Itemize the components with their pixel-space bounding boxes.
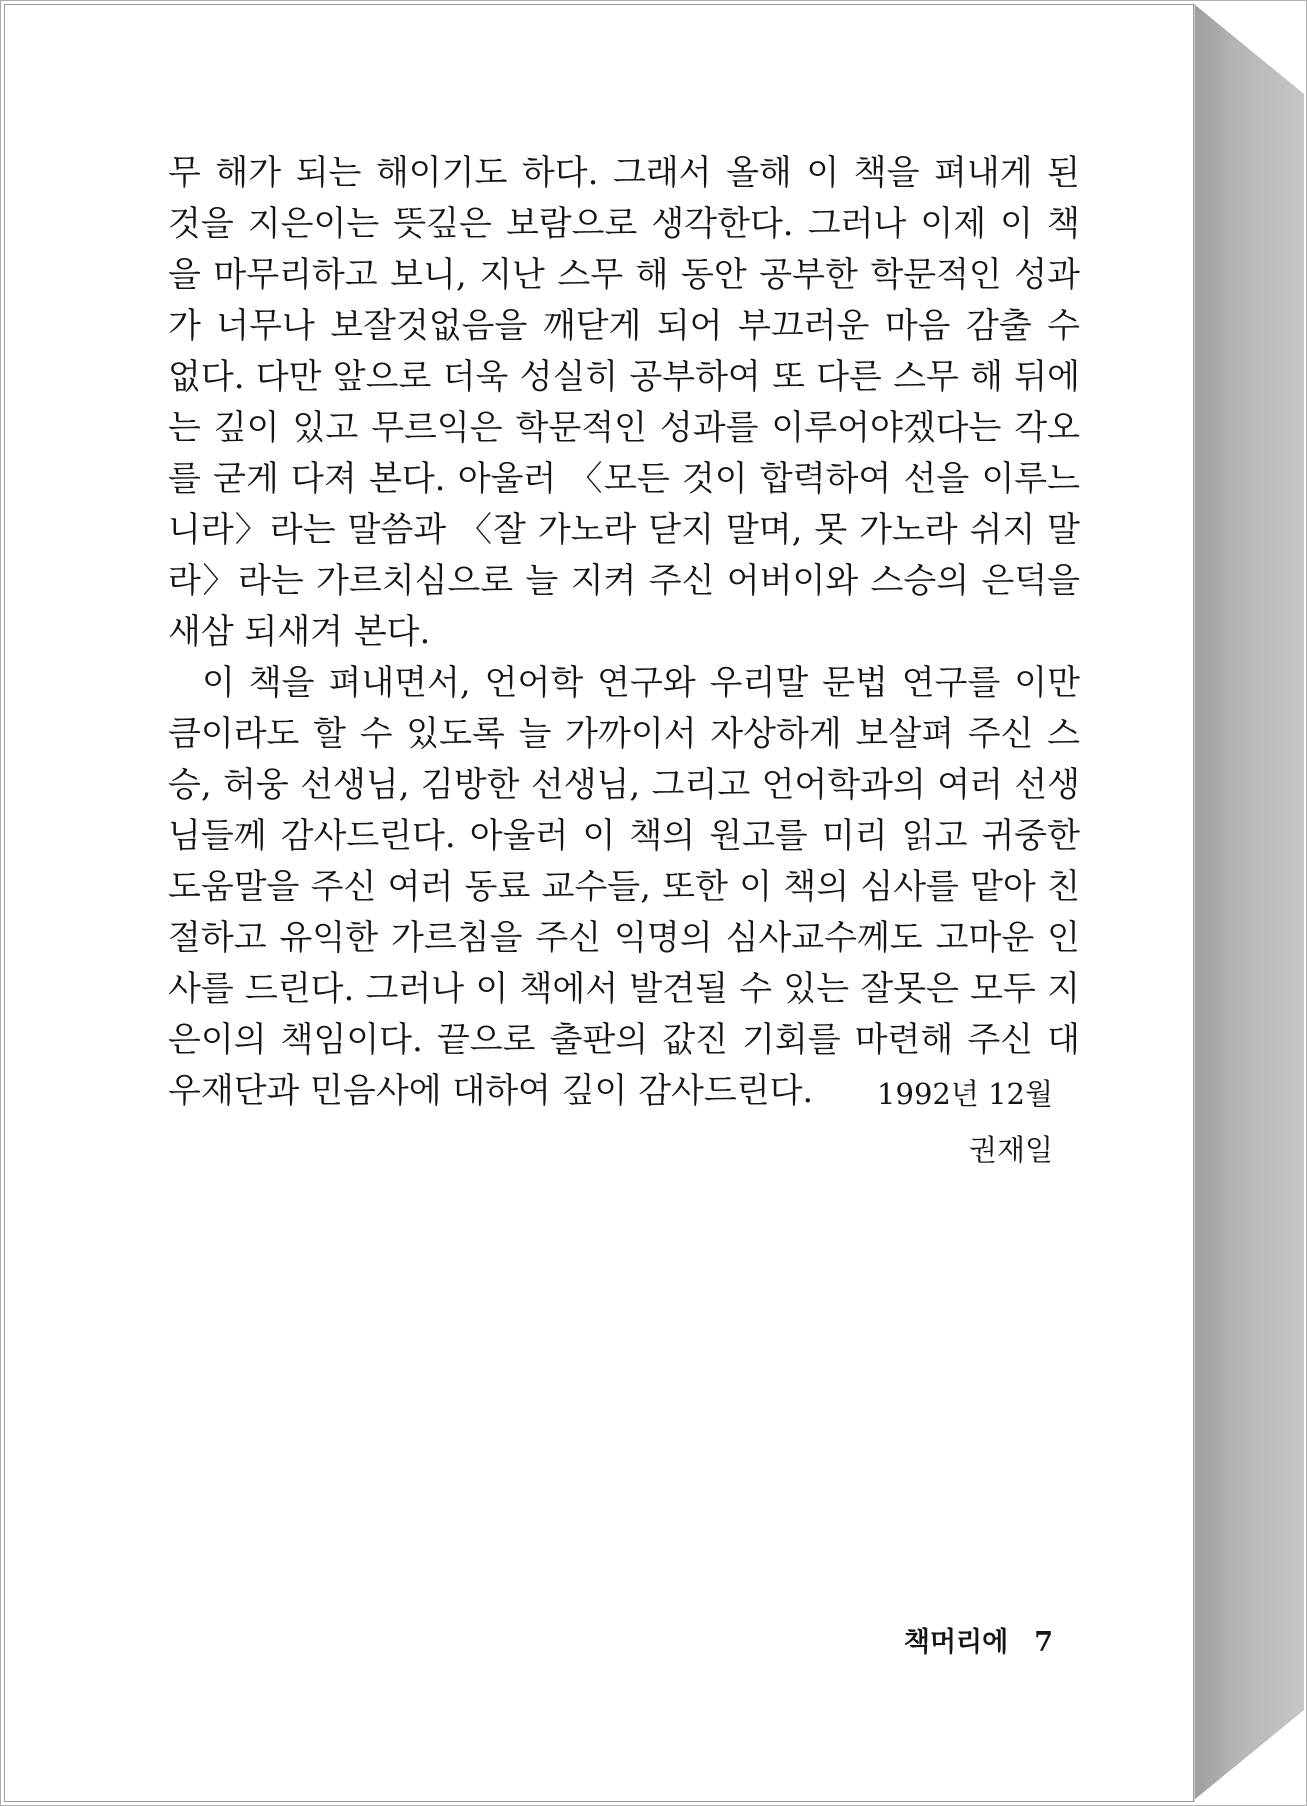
paragraph-2: 이 책을 펴내면서, 언어학 연구와 우리말 문법 연구를 이만큼이라도 할 수 있도록 늘 가까이서 자상하게 보살펴 주신 스승, 허웅 선생님, 김방한 선생님, 그리고 언어학과의 여러 선생님들께 감사드린다. 아울러 이 책의 원고를 미리 읽고 귀중한 도움말을 주신 여러 동료 교수들, 또한 이 책의 심사를 맡아 친절하고 유익한 가르침을 주신 익명의 심사교수께도 고마운 인사를 드린다. 그러나 이 책에서 발견될 수 있는 잘못은 모두 지은이의 책임이다. 끝으로 출판의 값진 기회를 마련해 주신 대우재단과 민음사에 대하여 깊이 감사드린다.	[168, 663, 1080, 1111]
page-stack-edge	[1194, 4, 1304, 1800]
signature-author: 권재일	[968, 1133, 1053, 1167]
page-stack-divider	[1194, 4, 1195, 1800]
page-number: 7	[1034, 1627, 1053, 1658]
paragraph-1: 무 해가 되는 해이기도 하다. 그래서 올해 이 책을 펴내게 된 것을 지은이는 뜻깊은 보람으로 생각한다. 그러나 이제 이 책을 마무리하고 보니, 지난 스무 해 동안 공부한 학문적인 성과가 너무나 보잘것없음을 깨닫게 되어 부끄러운 마음 감출 수 없다. 다만 앞으로 더욱 성실히 공부하여 또 다른 스무 해 뒤에는 깊이 있고 무르익은 학문적인 성과를 이루어야겠다는 각오를 굳게 다져 본다. 아울러 〈모든 것이 합력하여 선을 이루느니라〉라는 말씀과 〈잘 가노라 닫지 말며, 못 가노라 쉬지 말라〉라는 가르치심으로 늘 지켜 주신 어버이와 스승의 은덕을 새삼 되새겨 본다.	[168, 153, 1080, 652]
preface-body	[168, 148, 1080, 1117]
footer-section-title: 책머리에	[903, 1627, 1009, 1658]
signature-date: 1992년 12월	[877, 1077, 1053, 1111]
page-footer	[904, 1620, 1053, 1659]
